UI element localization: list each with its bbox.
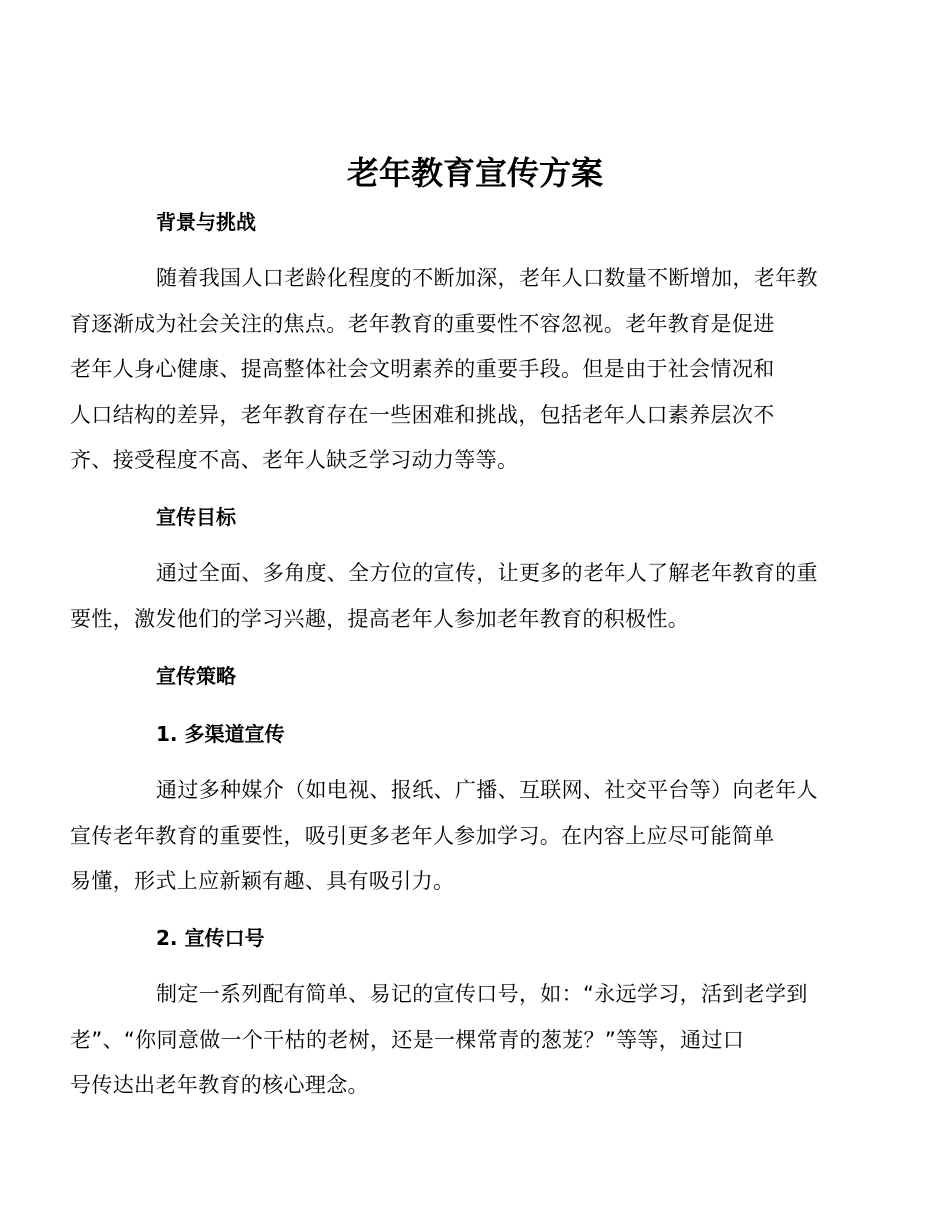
- paragraph-line: 号传达出老年教育的核心理念。: [70, 1073, 369, 1097]
- paragraph-line: 齐、接受程度不高、老年人缺乏学习动力等等。: [70, 448, 519, 472]
- heading-strategy: 宣传策略: [156, 664, 236, 688]
- heading-background: 背景与挑战: [156, 210, 256, 234]
- paragraph-line: 要性，激发他们的学习兴趣，提高老年人参加老年教育的积极性。: [70, 606, 690, 631]
- paragraph-line: 易懂，形式上应新颖有趣、具有吸引力。: [70, 869, 455, 893]
- paragraph-line: 通过全面、多角度、全方位的宣传，让更多的老年人了解老年教育的重: [156, 561, 818, 585]
- paragraph-line: 宣传老年教育的重要性，吸引更多老年人参加学习。在内容上应尽可能简单: [70, 823, 775, 848]
- paragraph-line: 通过多种媒介（如电视、报纸、广播、互联网、社交平台等）向老年人: [156, 778, 818, 802]
- paragraph-line: 人口结构的差异，老年教育存在一些困难和挑战，包括老年人口素养层次不: [70, 402, 775, 427]
- paragraph-line: 随着我国人口老龄化程度的不断加深，老年人口数量不断增加，老年教: [156, 266, 818, 290]
- paragraph-multichannel: [70, 768, 831, 905]
- paragraph-line: 制定一系列配有简单、易记的宣传口号，如：“永远学习，活到老学到: [156, 982, 808, 1006]
- paragraph-line: 育逐渐成为社会关注的焦点。老年教育的重要性不容忽视。老年教育是促进: [70, 311, 775, 336]
- heading-multichannel: 1. 多渠道宣传: [156, 722, 285, 746]
- paragraph-goal: [70, 551, 831, 642]
- heading-goal: 宣传目标: [156, 505, 236, 529]
- paragraph-background: [70, 256, 831, 484]
- paragraph-line: 老年人身心健康、提高整体社会文明素养的重要手段。但是由于社会情况和: [70, 357, 775, 381]
- paragraph-line: 老”、“你同意做一个干枯的老树，还是一棵常青的葱茏？”等等，通过口: [70, 1027, 745, 1052]
- paragraph-slogan: [70, 972, 831, 1109]
- document-title: 老年教育宣传方案: [346, 154, 603, 192]
- heading-slogan: 2. 宣传口号: [156, 926, 265, 950]
